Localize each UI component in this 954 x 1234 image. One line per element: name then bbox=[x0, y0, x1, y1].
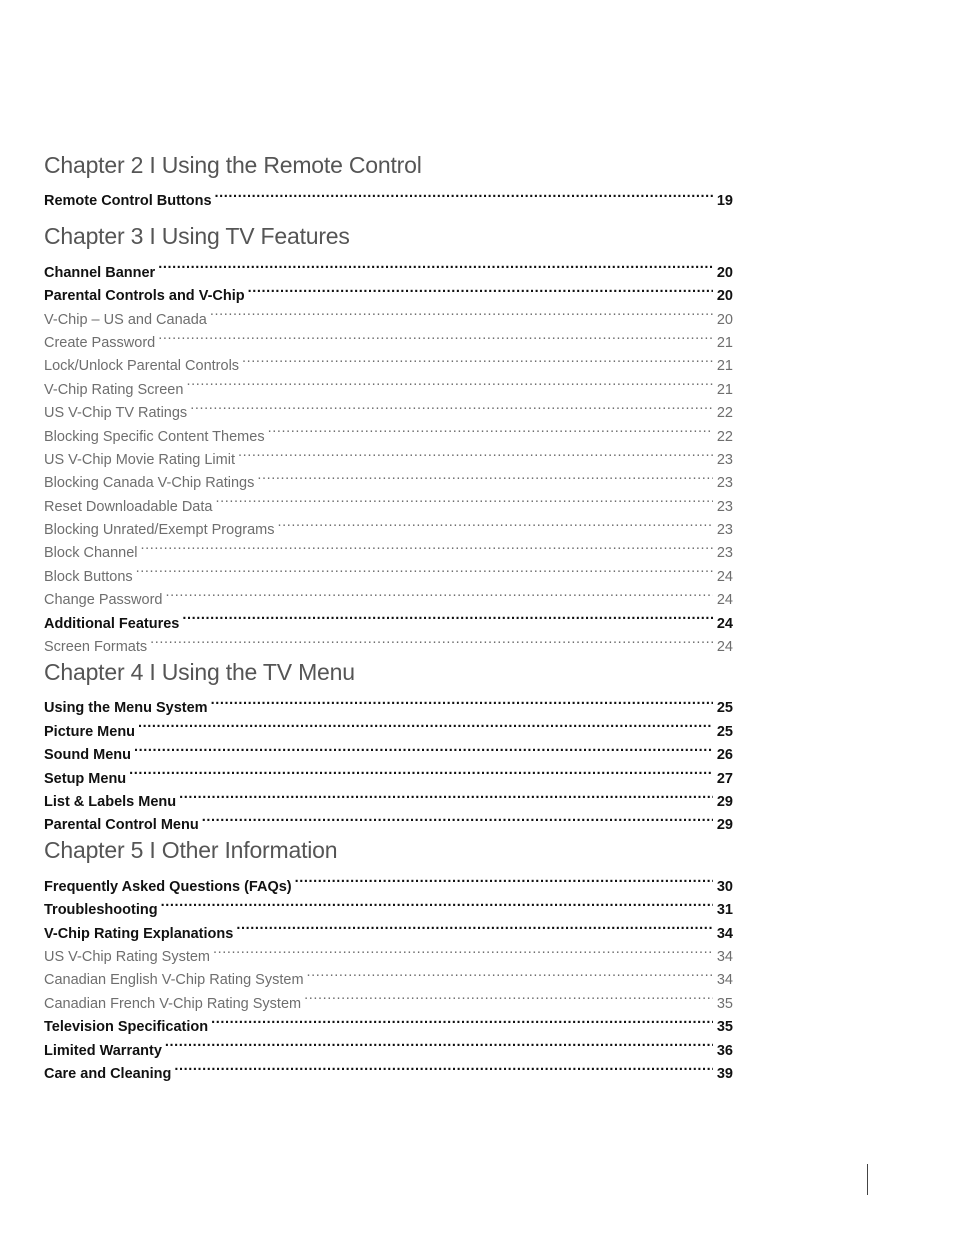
toc-entry-page-number: 21 bbox=[716, 358, 733, 375]
toc-entry[interactable] bbox=[44, 759, 733, 787]
toc-entry-label: Create Password bbox=[44, 334, 156, 351]
dot-leader bbox=[215, 487, 712, 510]
toc-entry-page-number: 23 bbox=[716, 545, 733, 562]
toc-entry-page-number: 20 bbox=[716, 264, 733, 281]
dot-leader bbox=[134, 736, 713, 759]
toc-entry-label: Canadian English V-Chip Rating System bbox=[44, 972, 304, 989]
toc-entry-label: V-Chip – US and Canada bbox=[44, 311, 207, 328]
toc-entry[interactable] bbox=[44, 534, 733, 562]
toc-entry-page-number: 34 bbox=[716, 948, 733, 965]
toc-entry-page-number: 26 bbox=[716, 747, 733, 764]
toc-entry-label: Care and Cleaning bbox=[44, 1065, 172, 1082]
toc-entry-page-number: 20 bbox=[716, 288, 733, 305]
toc-entry-label: Change Password bbox=[44, 592, 163, 609]
toc-entry-page-number: 31 bbox=[716, 902, 733, 919]
toc-entry-label: Using the Menu System bbox=[44, 700, 208, 717]
dot-leader bbox=[186, 370, 712, 393]
toc-entry-label: Sound Menu bbox=[44, 747, 131, 764]
toc-entry-page-number: 34 bbox=[716, 925, 733, 942]
toc-entry-page-number: 27 bbox=[716, 770, 733, 787]
toc-entry-label: List & Labels Menu bbox=[44, 793, 177, 810]
chapter-entries bbox=[44, 867, 733, 1082]
dot-leader bbox=[158, 324, 713, 347]
toc-entry-page-number: 30 bbox=[716, 878, 733, 895]
toc-entry-page-number: 23 bbox=[716, 451, 733, 468]
toc-entry-page-number: 25 bbox=[716, 700, 733, 717]
dot-leader bbox=[295, 867, 713, 890]
toc-entry-label: Blocking Unrated/Exempt Programs bbox=[44, 522, 275, 539]
dot-leader bbox=[238, 441, 713, 464]
chapter-3-section bbox=[44, 221, 733, 656]
toc-entry-page-number: 29 bbox=[716, 793, 733, 810]
dot-leader bbox=[138, 712, 713, 735]
toc-entry-label: Blocking Canada V-Chip Ratings bbox=[44, 475, 255, 492]
dot-leader bbox=[150, 628, 713, 651]
toc-entry-label: Screen Formats bbox=[44, 639, 148, 656]
toc-entry-label: Troubleshooting bbox=[44, 902, 158, 919]
toc-entry-page-number: 24 bbox=[716, 615, 733, 632]
chapter-title: Chapter 3 I Using TV Features bbox=[44, 223, 350, 250]
dot-leader bbox=[215, 182, 713, 205]
toc-entry[interactable] bbox=[44, 581, 733, 609]
toc-entry-label: Setup Menu bbox=[44, 770, 127, 787]
toc-entry-page-number: 39 bbox=[716, 1065, 733, 1082]
toc-entry-label: Blocking Specific Content Themes bbox=[44, 428, 265, 445]
dot-leader bbox=[307, 961, 713, 984]
dot-leader bbox=[182, 604, 713, 627]
toc-entry-label: Frequently Asked Questions (FAQs) bbox=[44, 878, 292, 895]
toc-entry-page-number: 29 bbox=[716, 817, 733, 834]
dot-leader bbox=[136, 557, 713, 580]
toc-entry-label: Parental Controls and V-Chip bbox=[44, 288, 245, 305]
chapter-5-section bbox=[44, 835, 733, 1082]
toc-entry-label: V-Chip Rating Screen bbox=[44, 381, 184, 398]
toc-entry-label: Lock/Unlock Parental Controls bbox=[44, 358, 240, 375]
toc-entry-label: V-Chip Rating Explanations bbox=[44, 925, 234, 942]
dot-leader bbox=[236, 914, 713, 937]
toc-entry-page-number: 24 bbox=[716, 592, 733, 609]
dot-leader bbox=[174, 1055, 713, 1078]
toc-entry-page-number: 34 bbox=[716, 972, 733, 989]
toc-entry-page-number: 23 bbox=[716, 522, 733, 539]
toc-entry-label: Block Channel bbox=[44, 545, 138, 562]
dot-leader bbox=[213, 938, 713, 961]
toc-entry-page-number: 21 bbox=[716, 334, 733, 351]
toc-entry[interactable] bbox=[44, 557, 733, 585]
toc-entry-label: Reset Downloadable Data bbox=[44, 498, 213, 515]
dot-leader bbox=[129, 759, 713, 782]
toc-entry[interactable] bbox=[44, 783, 733, 810]
table-of-contents bbox=[44, 150, 733, 1082]
toc-entry-label: Channel Banner bbox=[44, 264, 156, 281]
toc-entry[interactable] bbox=[44, 689, 733, 717]
dot-leader bbox=[161, 891, 713, 914]
dot-leader bbox=[257, 464, 712, 487]
dot-leader bbox=[210, 300, 713, 323]
toc-entry-page-number: 24 bbox=[716, 639, 733, 656]
toc-entry-label: Remote Control Buttons bbox=[44, 193, 212, 210]
toc-entry-label: Additional Features bbox=[44, 615, 180, 632]
toc-entry[interactable] bbox=[44, 712, 733, 740]
toc-entry-page-number: 25 bbox=[716, 723, 733, 740]
toc-entry-label: US V-Chip Movie Rating Limit bbox=[44, 451, 235, 468]
toc-entry-page-number: 35 bbox=[716, 1019, 733, 1036]
page-margin-rule bbox=[867, 1164, 868, 1195]
toc-entry-label: US V-Chip Rating System bbox=[44, 948, 211, 965]
chapter-title: Chapter 5 I Other Information bbox=[44, 837, 338, 864]
toc-entry[interactable] bbox=[44, 867, 733, 895]
dot-leader bbox=[165, 1031, 713, 1054]
dot-leader bbox=[304, 984, 713, 1007]
chapter-title: Chapter 2 I Using the Remote Control bbox=[44, 152, 422, 178]
chapter-entries bbox=[44, 253, 733, 656]
toc-entry-label: Picture Menu bbox=[44, 723, 136, 740]
toc-entry-page-number: 24 bbox=[716, 568, 733, 585]
toc-entry[interactable] bbox=[44, 736, 733, 764]
dot-leader bbox=[202, 806, 713, 829]
toc-entry-label: Television Specification bbox=[44, 1019, 209, 1036]
dot-leader bbox=[278, 511, 713, 534]
toc-entry-page-number: 23 bbox=[716, 475, 733, 492]
dot-leader bbox=[211, 689, 713, 712]
toc-entry[interactable] bbox=[44, 253, 733, 281]
toc-entry-page-number: 20 bbox=[716, 311, 733, 328]
chapter-title: Chapter 4 I Using the TV Menu bbox=[44, 659, 355, 686]
toc-entry-label: Block Buttons bbox=[44, 568, 133, 585]
chapter-4-section bbox=[44, 657, 733, 834]
dot-leader bbox=[158, 253, 713, 276]
dot-leader bbox=[211, 1008, 713, 1031]
toc-entry-page-number: 36 bbox=[716, 1042, 733, 1059]
chapter-entries bbox=[44, 182, 733, 210]
toc-entry[interactable] bbox=[44, 182, 733, 210]
toc-entry-label: US V-Chip TV Ratings bbox=[44, 405, 188, 422]
toc-entry-page-number: 23 bbox=[716, 498, 733, 515]
toc-entry-page-number: 19 bbox=[716, 193, 733, 210]
dot-leader bbox=[141, 534, 713, 557]
dot-leader bbox=[248, 277, 713, 300]
toc-entry-label: Parental Control Menu bbox=[44, 817, 199, 834]
toc-entry-page-number: 35 bbox=[716, 995, 733, 1012]
dot-leader bbox=[268, 417, 713, 440]
dot-leader bbox=[190, 394, 713, 417]
toc-entry-page-number: 21 bbox=[716, 381, 733, 398]
dot-leader bbox=[166, 581, 713, 604]
toc-entry-label: Canadian French V-Chip Rating System bbox=[44, 995, 302, 1012]
dot-leader bbox=[242, 347, 713, 370]
toc-entry-page-number: 22 bbox=[716, 428, 733, 445]
chapter-entries bbox=[44, 689, 733, 834]
toc-entry-page-number: 22 bbox=[716, 405, 733, 422]
toc-entry-label: Limited Warranty bbox=[44, 1042, 162, 1059]
chapter-2-section bbox=[44, 150, 733, 210]
dot-leader bbox=[179, 783, 713, 806]
